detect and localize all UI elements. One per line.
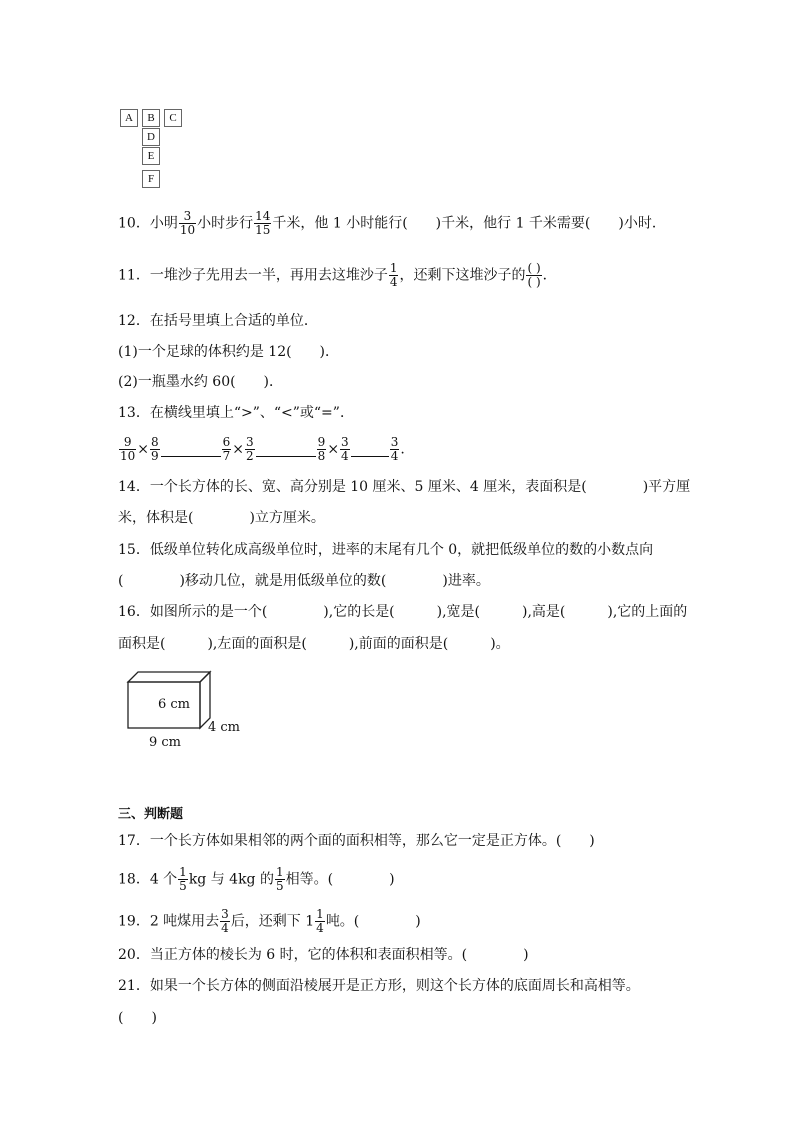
question-12-title: 12．在括号里填上合适的单位．: [118, 313, 318, 329]
question-16-line-1: 16．如图所示的是一个( ),它的长是( ),宽是( ),高是( ),它的上面的: [118, 604, 688, 620]
q11-text-c: ．: [542, 267, 557, 284]
question-14-line-1: 14．一个长方体的长、宽、高分别是 10 厘米、5 厘米、4 厘米，表面积是( )平方厘: [118, 479, 691, 495]
question-15-line-2: ( )移动几位，就是用低级单位的数( )进率。: [118, 573, 490, 589]
question-13-expressions: $\frac{9}{10}$ × $\frac{8}{9}$ $\frac{6}{7}$ × $\frac{3}{2}$ $\frac{9}{8}$ × $\frac{3}{4}$ $\frac{3}{4}$ .: [120, 435, 405, 463]
answer-blank[interactable]: [351, 442, 389, 457]
question-17: 17．一个长方体如果相邻的两个面的面积相等，那么它一定是正方体。( ): [118, 833, 595, 849]
q10-text-c: 千米，他 1 小时能行( )千米，他行 1 千米需要( )小时．: [272, 215, 666, 232]
net-cell-e: E: [142, 147, 160, 165]
fraction: $\frac{3}{10}$: [179, 209, 196, 237]
fraction: $\frac{14}{15}$: [255, 209, 271, 237]
question-10: [118, 210, 666, 237]
question-16-line-2: 面积是( ),左面的面积是( ),前面的面积是( )。: [118, 636, 510, 652]
net-cell-f: F: [142, 170, 160, 188]
fraction: $\frac{1}{4}$: [389, 261, 398, 289]
question-20: 20．当正方体的棱长为 6 时，它的体积和表面积相等。( ): [118, 947, 529, 963]
question-11: [118, 262, 557, 289]
question-18: 18．4 个 $\frac{1}{5}$ kg 与 4kg 的 $\frac{1}{5}$ 相等。( ): [118, 865, 395, 893]
q11-text-b: ，还剩下这堆沙子的: [399, 267, 526, 284]
answer-blank[interactable]: [161, 442, 221, 457]
cuboid-height-label: 6 cm: [158, 697, 191, 712]
q10-text-a: 10．小明: [118, 215, 178, 232]
net-cell-c: C: [164, 109, 182, 127]
question-21-line-1: 21．如果一个长方体的侧面沿棱展开是正方形，则这个长方体的底面周长和高相等。: [118, 978, 640, 994]
cuboid-width-label: 4 cm: [208, 720, 241, 735]
answer-fraction[interactable]: $\frac{( )}{( )}$: [527, 261, 541, 289]
question-12-part-2: (2)一瓶墨水约 60( )．: [118, 374, 284, 390]
q11-text-a: 11．一堆沙子先用去一半，再用去这堆沙子: [118, 267, 388, 284]
net-cell-b: B: [142, 109, 160, 127]
q10-text-b: 小时步行: [197, 215, 254, 232]
question-19: 19．2 吨煤用去 $\frac{3}{4}$ 后，还剩下 1 $\frac{1}{4}$ 吨。( ): [118, 907, 421, 935]
section-3-heading: 三、判断题: [118, 807, 184, 822]
question-21-line-2: ( ): [118, 1010, 157, 1026]
question-12-part-1: (1)一个足球的体积约是 12( )．: [118, 344, 340, 360]
net-cell-d: D: [142, 128, 160, 146]
question-15-line-1: 15．低级单位转化成高级单位时，进率的末尾有几个 0，就把低级单位的数的小数点向: [118, 542, 654, 558]
net-cell-a: A: [120, 109, 138, 127]
question-14-line-2: 米，体积是( )立方厘米。: [118, 510, 325, 526]
question-13-title: 13．在横线里填上“>”、“<”或“=”．: [118, 405, 354, 421]
answer-blank[interactable]: [256, 442, 316, 457]
cuboid-length-label: 9 cm: [149, 735, 182, 750]
